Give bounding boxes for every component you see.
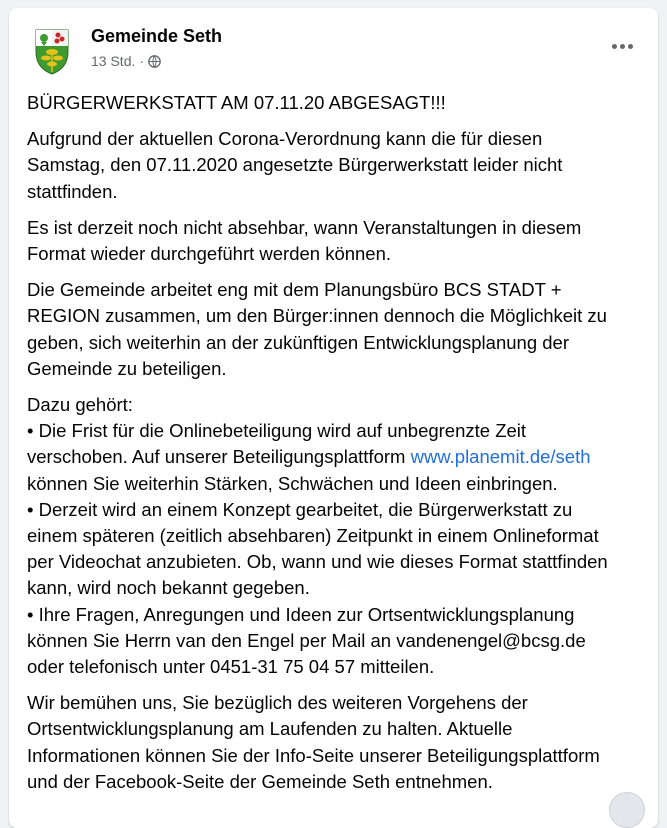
text-line: per Videochat anzubieten. Ob, wann und wie dieses Format stattfinden — [27, 551, 608, 573]
text-line: oder telefonisch unter 0451-31 75 04 57 mitteilen. — [27, 656, 435, 678]
platform-link[interactable]: www.planemit.de/seth — [410, 446, 591, 468]
more-options-button[interactable] — [604, 34, 640, 58]
text-line: Wir bemühen uns, Sie bezüglich des weiteren Vorgehens der — [27, 692, 528, 714]
text-line: Gemeinde zu beteiligen. — [27, 357, 227, 379]
paragraph-2 — [27, 215, 643, 267]
text-line: REGION zusammen, um den Bürger:innen dennoch die Möglichkeit zu — [27, 305, 607, 327]
page-name[interactable]: Gemeinde Seth — [91, 26, 223, 46]
post-header — [9, 8, 658, 88]
globe-icon[interactable] — [148, 55, 161, 68]
more-options-icon — [612, 44, 617, 49]
text-line: Format wieder durchgeführt werden können. — [27, 243, 392, 265]
post-title — [27, 90, 643, 116]
paragraph-3 — [27, 277, 643, 382]
paragraph-4 — [27, 392, 643, 680]
title-line: BÜRGERWERKSTATT AM 07.11.20 ABGESAGT!!! — [27, 92, 446, 113]
text-fragment: verschoben. Auf unserer Beteiligungsplattform — [27, 446, 411, 468]
page-avatar[interactable] — [24, 22, 80, 78]
text-line: kann, wird noch bekannt gegeben. — [27, 577, 310, 599]
partial-round-button[interactable] — [609, 792, 645, 828]
text-line: Die Gemeinde arbeitet eng mit dem Planungsbüro BCS STADT + — [27, 279, 562, 301]
more-options-dot — [620, 44, 625, 49]
text-line: Es ist derzeit noch nicht absehbar, wann Veranstaltungen in diesem — [27, 216, 582, 238]
text-line: können Sie weiterhin Stärken, Schwächen und Ideen einbringen. — [27, 472, 558, 494]
bullet-line: • Ihre Fragen, Anregungen und Ideen zur Ortsentwicklungsplanung — [27, 603, 575, 625]
post-meta — [91, 52, 161, 70]
bullet-line: • Derzeit wird an einem Konzept gearbeitet, die Bürgerwerkstatt zu — [27, 498, 573, 520]
paragraph-5 — [27, 690, 643, 795]
meta-separator: · — [139, 53, 145, 69]
text-line: geben, sich weiterhin an der zukünftigen Entwicklungsplanung der — [27, 331, 569, 353]
text-line: Dazu gehört: — [27, 394, 133, 416]
more-options-dot — [628, 44, 633, 49]
text-line: können Sie Herrn van den Engel per Mail an vandenengel@bcsg.de — [27, 629, 586, 651]
text-line: Aufgrund der aktuellen Corona-Verordnung kann die für diesen — [27, 128, 543, 150]
bullet-line: • Die Frist für die Onlinebeteiligung wird auf unbegrenzte Zeit — [27, 420, 527, 442]
post-timestamp[interactable]: 13 Std. — [91, 53, 136, 69]
crest-logo-icon — [24, 22, 80, 78]
text-line: einem späteren (zeitlich absehbaren) Zeitpunkt in einem Onlineformat — [27, 525, 599, 547]
post-body — [27, 90, 643, 805]
text-line-with-link — [27, 444, 643, 470]
post-card — [9, 8, 658, 828]
text-line: stattfinden. — [27, 180, 118, 202]
text-line: Ortsentwicklungsplanung am Laufenden zu halten. Aktuelle — [27, 718, 513, 740]
text-line: und der Facebook-Seite der Gemeinde Seth entnehmen. — [27, 770, 493, 792]
text-line: Informationen können Sie der Info-Seite unserer Beteiligungsplattform — [27, 744, 600, 766]
text-line: Samstag, den 07.11.2020 angesetzte Bürgerwerkstatt leider nicht — [27, 154, 563, 176]
paragraph-1 — [27, 126, 643, 205]
